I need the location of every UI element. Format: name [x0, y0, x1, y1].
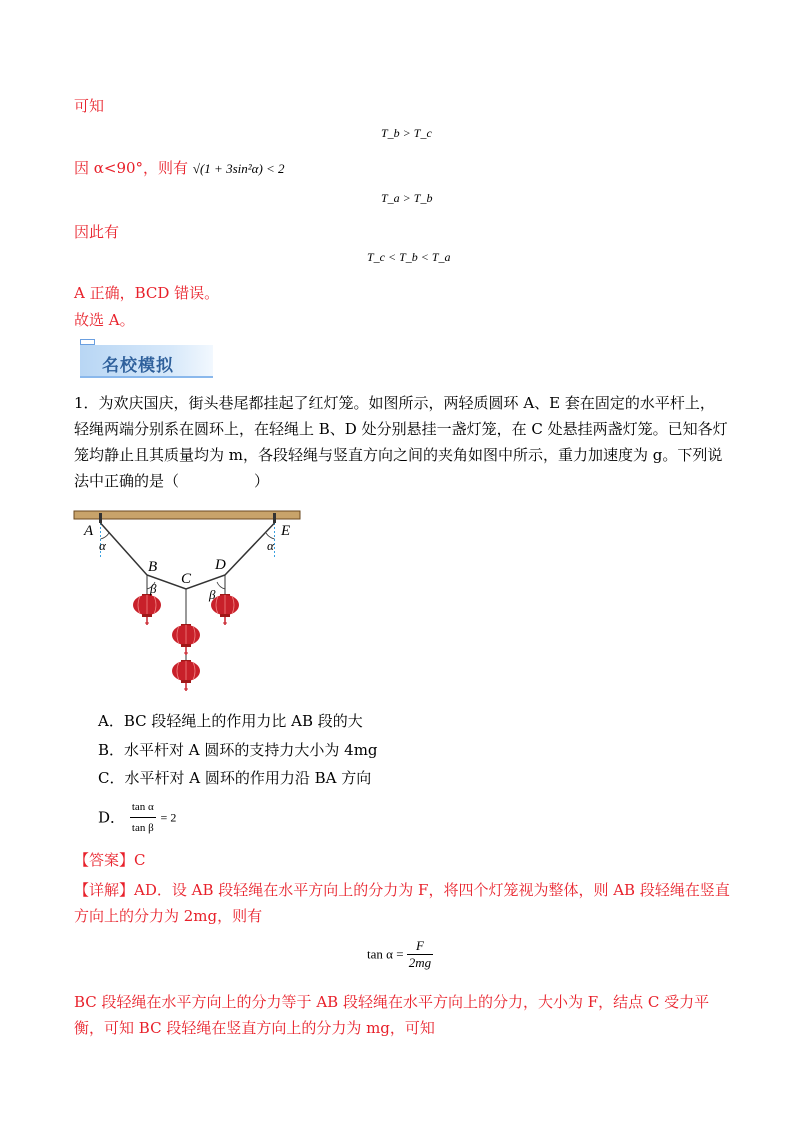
option-d-rhs: = 2 [160, 810, 177, 825]
option-c[interactable] [98, 768, 371, 788]
option-d-denominator: tan β [131, 822, 154, 834]
lantern-figure [72, 505, 304, 700]
detail-label: 【详解】 [74, 881, 135, 899]
equation-tan-alpha [367, 938, 433, 971]
eq-tan-denominator: 2mg [408, 955, 432, 970]
lantern-c-lower [172, 655, 200, 691]
horizontal-rod [74, 511, 300, 519]
section-badge [80, 345, 213, 378]
eq-tan-numerator: F [407, 938, 433, 955]
label-c: C [181, 571, 192, 587]
option-a[interactable] [98, 711, 363, 731]
option-d[interactable] [98, 797, 176, 838]
option-c-label: C． [98, 769, 125, 787]
label-e: E [281, 523, 291, 539]
text-conclusion: A 正确，BCD 错误。 [74, 284, 220, 302]
question-text [74, 390, 729, 494]
question-number: 1． [74, 394, 99, 412]
option-a-label: A． [98, 712, 124, 730]
ring-a [99, 513, 102, 523]
text-therefore: 因此有 [74, 223, 120, 241]
option-d-fraction [130, 797, 156, 838]
option-a-text: BC 段轻绳上的作用力比 AB 段的大 [123, 712, 363, 730]
answer-label: 【答案】 [74, 851, 135, 869]
text-kezhi: 可知 [74, 97, 105, 115]
answer-value: C [134, 851, 146, 869]
label-beta-right: β [209, 587, 216, 602]
question-body: 为欢庆国庆，街头巷尾都挂起了红灯笼。如图所示，两轻质圆环 A、E 套在固定的水平杆上，轻绳两端分别系在圆环上，在轻绳上 B、D 处分别悬挂一盏灯笼，在 C 处悬挂两盏灯笼。已知各灯笼均静止且其质量均为 m，各段轻绳与竖直方向之间的夹角如图中所示，重力加速度为 g。下列说法中正确的是（ ） [74, 394, 728, 490]
because-equation: √(1 + 3sin²α) < 2 [192, 161, 285, 176]
equation-ta-gt-tb: T_a > T_b [381, 191, 433, 205]
option-d-numerator: tan α [130, 797, 156, 818]
option-b-text: 水平杆对 A 圆环的支持力大小为 4mg [124, 741, 378, 759]
eq-tan-lhs: tan α = [367, 946, 404, 962]
label-alpha-right: α [267, 538, 274, 553]
option-c-text: 水平杆对 A 圆环的作用力沿 BA 方向 [124, 769, 372, 787]
label-b: B [148, 559, 158, 575]
option-b[interactable] [98, 740, 378, 760]
detail-paragraph-1 [74, 877, 734, 929]
lantern-b [133, 589, 161, 625]
equation-tb-gt-tc: T_b > T_c [381, 126, 432, 140]
text-choose: 故选 A。 [74, 311, 135, 329]
label-alpha-left: α [99, 538, 106, 553]
option-b-label: B． [98, 741, 125, 759]
section-title: 名校模拟 [102, 356, 174, 376]
detail-p1: AD．设 AB 段轻绳在水平方向上的分力为 F，将四个灯笼视为整体，则 AB 段轻绳在竖直方向上的分力为 2mg，则有 [74, 881, 730, 925]
ring-e [273, 513, 276, 523]
label-a: A [84, 523, 94, 539]
detail-paragraph-2: BC 段轻绳在水平方向上的分力等于 AB 段轻绳在水平方向上的分力，大小为 F，结点 C 受力平衡，可知 BC 段轻绳在竖直方向上的分力为 mg，可知 [74, 993, 710, 1037]
option-d-label: D． [98, 808, 126, 827]
answer-line [74, 850, 146, 870]
because-prefix: 因 α<90°，则有 [74, 159, 193, 177]
label-d: D [215, 557, 226, 573]
eq-tan-fraction [407, 938, 433, 971]
label-beta-left: β [150, 581, 157, 596]
lantern-c-upper [172, 619, 200, 655]
text-because [74, 158, 285, 179]
equation-tc-tb-ta: T_c < T_b < T_a [367, 250, 451, 264]
